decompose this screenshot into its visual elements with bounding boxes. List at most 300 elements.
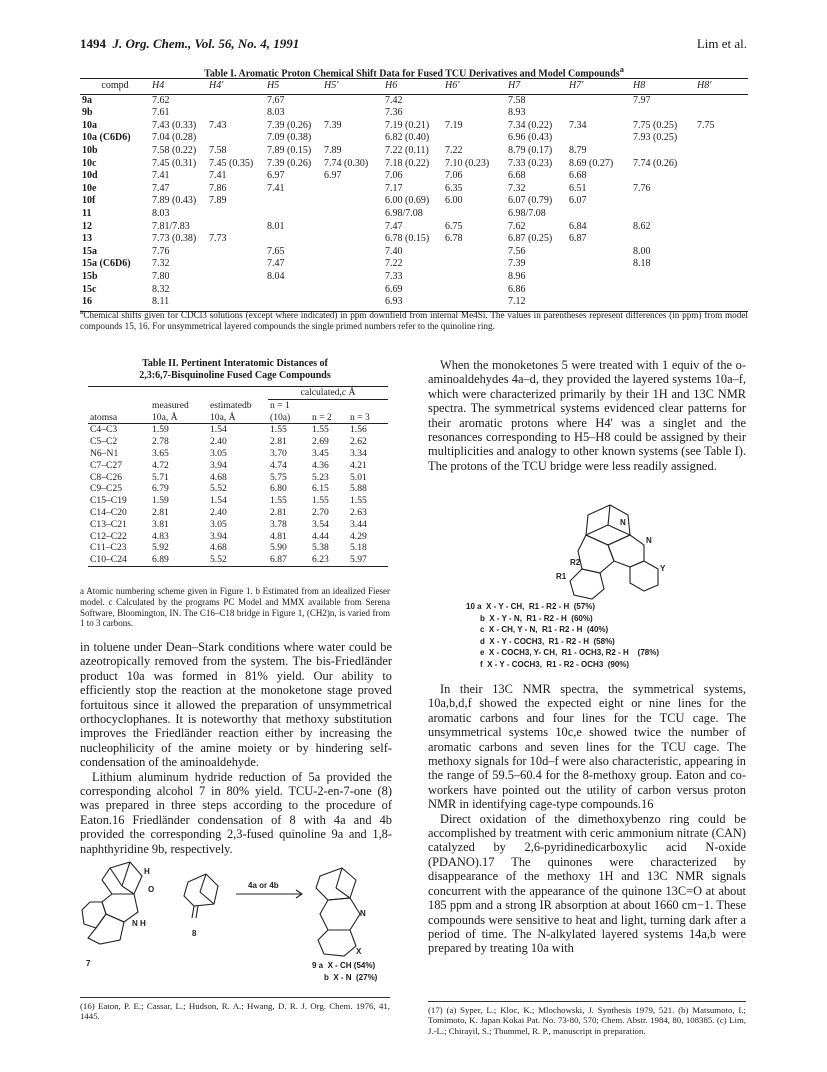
table2-cell: 2.40 bbox=[210, 506, 227, 518]
table1-cell: 6.75 bbox=[445, 220, 463, 232]
table2-cell: 2.62 bbox=[350, 436, 367, 448]
table2-row bbox=[88, 519, 388, 531]
table2-row bbox=[88, 436, 388, 448]
table2-cell: 2.81 bbox=[152, 506, 169, 518]
table2-cell: 4.44 bbox=[312, 530, 329, 542]
table2-caption: Table II. Pertinent Interatomic Distances of 2,3:6,7-Bisquinoline Fused Cage Compounds bbox=[139, 358, 331, 381]
table1-cell bbox=[322, 271, 383, 284]
table1-cell bbox=[443, 94, 506, 107]
table1-cell bbox=[322, 94, 383, 107]
table1-cell bbox=[265, 233, 322, 246]
compound-10-item: 10 a X - Y - CH, R1 - R2 - H (57%) bbox=[466, 602, 596, 611]
table1-cell bbox=[567, 246, 631, 259]
table1-compound-cell: 11 bbox=[82, 207, 92, 219]
table2-cell: 5.38 bbox=[312, 542, 329, 554]
table1-cell: 6.68 bbox=[508, 170, 526, 182]
table1-cell: 6.00 (0.69) bbox=[385, 195, 430, 207]
table1-cell: 7.76 bbox=[152, 245, 170, 257]
label-8: 8 bbox=[192, 929, 197, 938]
table1-cell bbox=[207, 221, 265, 234]
table1-cell: 6.98/7.08 bbox=[385, 207, 423, 219]
compound-10-list bbox=[466, 601, 659, 671]
paragraph: Lithium aluminum hydride reduction of 5a provided the corresponding alcohol 7 in 80% yield. TCU-2-en-7-one (8) was prepared in three steps according to the procedure of Eaton.16 Friedländer condensation of 8 with 4a and 4b provided the corresponding 2,3-fused quinoline 9a and 1,8-naphthyridine 9b, respectively. bbox=[80, 769, 392, 856]
table2-row bbox=[88, 483, 388, 495]
table1-cell bbox=[322, 107, 383, 120]
compound-9b-label: b X - N (27%) bbox=[324, 973, 378, 982]
table1-cell: 7.75 bbox=[697, 119, 715, 131]
table2-cell: 1.55 bbox=[270, 495, 287, 507]
table1-cell bbox=[567, 258, 631, 271]
table1-cell: 6.84 bbox=[569, 220, 587, 232]
table1-cell bbox=[631, 271, 695, 284]
table2-row bbox=[88, 507, 388, 519]
running-header-authors: Lim et al. bbox=[696, 36, 747, 51]
table2-header-n1: n = 1 (10a) bbox=[268, 399, 310, 424]
table2-cell: 1.55 bbox=[312, 424, 329, 436]
table1-cell: 7.89 bbox=[209, 195, 227, 207]
table1-cell bbox=[443, 107, 506, 120]
table1-compound-cell: 9a bbox=[82, 94, 92, 106]
table2-cell: 6.79 bbox=[152, 483, 169, 495]
table1-cell: 7.40 bbox=[385, 245, 403, 257]
right-column-body-1 bbox=[428, 358, 746, 473]
compound-10-item: b X - Y - N, R1 - R2 - H (60%) bbox=[480, 613, 593, 623]
table1-cell: 7.58 bbox=[209, 144, 227, 156]
table1-cell bbox=[695, 107, 748, 120]
table2-cell: 1.56 bbox=[350, 424, 367, 436]
table2-cell: 4.68 bbox=[210, 471, 227, 483]
table1-cell bbox=[695, 284, 748, 297]
table2-cell: 5.90 bbox=[270, 542, 287, 554]
table1-cell: 7.10 (0.23) bbox=[445, 157, 490, 169]
table2-cell: 5.52 bbox=[208, 554, 268, 566]
table1-compound-cell: 15a bbox=[82, 245, 97, 257]
table1-cell: 6.69 bbox=[385, 283, 403, 295]
table1-cell: 7.62 bbox=[508, 220, 526, 232]
table1-cell: 7.19 (0.21) bbox=[385, 119, 430, 131]
table2-cell: 2.63 bbox=[350, 506, 367, 518]
table1-header-cell: H8 bbox=[631, 79, 695, 95]
right-column-body-2 bbox=[428, 682, 746, 956]
table2-cell: C4–C3 bbox=[90, 424, 118, 436]
table1-row bbox=[80, 120, 748, 133]
table1-cell: 8.11 bbox=[150, 296, 207, 311]
table1-header-cell: H6' bbox=[443, 79, 506, 95]
table2-cell: C9–C25 bbox=[90, 483, 122, 495]
structure-10 bbox=[548, 495, 698, 605]
table2-cell: 3.65 bbox=[152, 447, 169, 459]
table2-cell: C7–C27 bbox=[90, 459, 122, 471]
table1-row bbox=[80, 170, 748, 183]
running-header-left bbox=[80, 36, 299, 52]
table2-header-estimated: estimatedb 10a, Å bbox=[208, 399, 268, 424]
table2-row bbox=[88, 460, 388, 472]
table2-cell: 5.01 bbox=[350, 471, 367, 483]
table1-row bbox=[80, 195, 748, 208]
paragraph: Direct oxidation of the dimethoxybenzo ring could be accomplished by treatment with ceric ammonium nitrate (CAN) catalyzed by 2,6-pyridinedicarboxylic acid N-oxide (PDANO).17 The quinones were characterized by disappearance of the methoxy 1H and 13C NMR signals concurrent with the appearance of the quinone 13C=O at about 185 ppm and a strong IR absorption at about 1660 cm−1. These compounds were sensitive to heat and light, turning dark after a period of time. The N-alkylated layered systems 14a,b were prepared by treating 10a with bbox=[428, 811, 746, 956]
table1-cell: 7.73 bbox=[209, 233, 227, 245]
table1-cell bbox=[631, 208, 695, 221]
compound-10-item: f X - Y - COCH3, R1 - R2 - OCH3 (90%) bbox=[480, 659, 630, 669]
table1-cell bbox=[207, 132, 265, 145]
table1-compound-cell: 15c bbox=[82, 283, 97, 295]
table1-row bbox=[80, 132, 748, 145]
table2-cell: N6–N1 bbox=[90, 447, 119, 459]
table1-cell: 6.35 bbox=[445, 182, 463, 194]
table1-compound-cell: 10a bbox=[82, 119, 97, 131]
table1-header-row bbox=[80, 79, 748, 95]
table2-cell: 5.88 bbox=[350, 483, 367, 495]
table1-cell bbox=[695, 233, 748, 246]
table2-cell: 1.59 bbox=[152, 495, 169, 507]
table1-compound-cell: 10c bbox=[82, 157, 97, 169]
table1-compound-cell: 10b bbox=[82, 144, 98, 156]
table1-cell: 6.78 bbox=[445, 233, 463, 245]
table1-cell bbox=[695, 246, 748, 259]
table1-cell: 6.00 bbox=[445, 195, 463, 207]
table1-cell bbox=[695, 158, 748, 171]
table1-cell: 8.18 bbox=[633, 258, 651, 270]
table1-cell: 7.62 bbox=[152, 94, 170, 106]
table1-header-cell: H8' bbox=[695, 79, 748, 95]
table2-cell: 6.87 bbox=[268, 554, 310, 566]
table1-cell bbox=[322, 246, 383, 259]
table1-cell bbox=[207, 208, 265, 221]
table1-header-cell: H4 bbox=[150, 79, 207, 95]
table2-cell: 3.81 bbox=[152, 518, 169, 530]
table1-cell bbox=[567, 132, 631, 145]
table1-cell: 8.04 bbox=[267, 270, 285, 282]
table2-cell: 3.94 bbox=[210, 459, 227, 471]
table1-cell: 7.41 bbox=[209, 170, 227, 182]
table2-cell: 3.05 bbox=[210, 518, 227, 530]
table2-header-n2: n = 2 bbox=[310, 399, 348, 424]
table1-cell: 7.45 (0.31) bbox=[152, 157, 197, 169]
table2-cell: 3.94 bbox=[210, 530, 227, 542]
table1-compound-cell: 10f bbox=[82, 195, 96, 207]
table1-cell bbox=[265, 208, 322, 221]
table1-cell bbox=[443, 246, 506, 259]
table2-cell: 2.69 bbox=[312, 436, 329, 448]
table2-cell: 2.78 bbox=[152, 436, 169, 448]
table1-cell bbox=[322, 195, 383, 208]
table2-cell: C5–C2 bbox=[90, 436, 118, 448]
table2-cell: 6.89 bbox=[150, 554, 208, 566]
table2-header-atoms: atomsa bbox=[88, 399, 150, 424]
table2-cell: 4.29 bbox=[350, 530, 367, 542]
table1-cell: 7.75 (0.25) bbox=[633, 119, 678, 131]
table2-row bbox=[88, 472, 388, 484]
table2-cell: 4.72 bbox=[152, 459, 169, 471]
table1-compound-cell: 10d bbox=[82, 170, 98, 182]
table2-cell: 3.54 bbox=[312, 518, 329, 530]
table1-cell: 7.89 (0.15) bbox=[267, 144, 312, 156]
table2-cell: 3.44 bbox=[350, 518, 367, 530]
table1-cell bbox=[207, 271, 265, 284]
table1-cell bbox=[265, 195, 322, 208]
table1-cell: 8.62 bbox=[633, 220, 651, 232]
table1-cell bbox=[443, 208, 506, 221]
table2-row bbox=[88, 448, 388, 460]
table1-cell: 7.41 bbox=[267, 182, 285, 194]
table2-cell: 3.70 bbox=[270, 447, 287, 459]
table1-cell bbox=[631, 284, 695, 297]
table1-row bbox=[80, 183, 748, 196]
table1-cell: 8.96 bbox=[508, 270, 526, 282]
table1-cell bbox=[695, 221, 748, 234]
compound-9a-label: 9 a X - CH (54%) bbox=[312, 961, 376, 970]
table1-cell: 7.58 bbox=[508, 94, 526, 106]
table1-compound-cell: 15a (C6D6) bbox=[82, 258, 131, 270]
table1-cell bbox=[695, 195, 748, 208]
label-n-right: N bbox=[646, 536, 652, 545]
table1-row bbox=[80, 233, 748, 246]
table1-cell: 7.47 bbox=[152, 182, 170, 194]
table1-cell bbox=[567, 107, 631, 120]
table1-cell bbox=[695, 132, 748, 145]
table1-cell bbox=[695, 183, 748, 196]
table1-cell: 7.86 bbox=[209, 182, 227, 194]
table1-compound-cell: 10e bbox=[82, 182, 97, 194]
table1-compound-cell: 15b bbox=[82, 270, 98, 282]
svg-text:H: H bbox=[140, 919, 146, 928]
table1-cell: 7.32 bbox=[152, 258, 170, 270]
table2-cell: 4.74 bbox=[270, 459, 287, 471]
table2-cell: 3.05 bbox=[210, 447, 227, 459]
table1-cell: 8.03 bbox=[267, 107, 285, 119]
table2-cell: 6.23 bbox=[310, 554, 348, 566]
table1-cell bbox=[265, 284, 322, 297]
table1-header-cell: H6 bbox=[383, 79, 443, 95]
table2-cell: 1.59 bbox=[152, 424, 169, 436]
table1-cell bbox=[631, 145, 695, 158]
table1-cell: 7.58 (0.22) bbox=[152, 144, 197, 156]
table1-compound-cell: 12 bbox=[82, 220, 92, 232]
compound-10-item: c X - CH, Y - N, R1 - R2 - H (40%) bbox=[480, 625, 609, 635]
label-7: 7 bbox=[86, 959, 91, 968]
table1-cell: 7.39 bbox=[324, 119, 342, 131]
reference-16: (16) Eaton, P. E.; Cassar, L.; Hudson, R. A.; Hwang, D. R. J. Org. Chem. 1976, 41, 1445. bbox=[80, 1001, 390, 1022]
table1-cell bbox=[695, 258, 748, 271]
table1-cell: 7.17 bbox=[385, 182, 403, 194]
table1-cell: 7.39 (0.26) bbox=[267, 119, 312, 131]
table1-cell: 7.42 bbox=[385, 94, 403, 106]
table1-compound-cell: 9b bbox=[82, 107, 93, 119]
table2-header-measured: measured 10a, Å bbox=[150, 399, 208, 424]
table1-cell: 8.00 bbox=[633, 245, 651, 257]
table2-cell: 1.55 bbox=[350, 495, 367, 507]
table1-cell bbox=[443, 132, 506, 145]
paragraph: In their 13C NMR spectra, the symmetrical systems, 10a,b,d,f showed the expected eight or nine lines for the aromatic carbons and four lines for the TCU cage. The unsymmetrical systems 10c,e showed twice the number of aromatic carbons and seven lines for the TCU cage. The methoxy signals for 10d–f were also characteristic, appearing in the range of 59.5–60.4 for the 8-methoxy group. Eaton and co-workers have pointed out the utility of carbon versus proton NMR in identifying cage-type compounds.16 bbox=[428, 682, 746, 812]
table1-cell: 7.56 bbox=[508, 245, 526, 257]
table2-cell: C12–C22 bbox=[90, 530, 127, 542]
paragraph: When the monoketones 5 were treated with 1 equiv of the o-aminoaldehydes 4a–d, they provided the layered systems 10a–f, which were characterized primarily by their 1H and 13C NMR spectra. The symmetrical systems evidenced clear patterns for their aromatic protons where H4' was a singlet and the resonances corresponding to H5–H8 could be assigned by their multiplicities and analogy to other known systems (see Table I). The protons of the TCU bridge were less readily assigned. bbox=[428, 358, 746, 473]
table1-cell bbox=[443, 284, 506, 297]
table1-cell: 7.73 (0.38) bbox=[152, 233, 197, 245]
table1-cell: 6.68 bbox=[569, 170, 587, 182]
table2-cell: 4.83 bbox=[152, 530, 169, 542]
table2-cell: 2.81 bbox=[270, 436, 287, 448]
table1-cell: 7.39 (0.26) bbox=[267, 157, 312, 169]
table1-cell bbox=[695, 208, 748, 221]
table2-cell: C14–C20 bbox=[90, 506, 127, 518]
table1-row bbox=[80, 284, 748, 297]
table1-cell bbox=[207, 258, 265, 271]
table1-row bbox=[80, 246, 748, 259]
compound-10-item: d X - Y - COCH3, R1 - R2 - H (58%) bbox=[480, 636, 615, 646]
table1-cell bbox=[567, 208, 631, 221]
table2-cell: 4.68 bbox=[210, 542, 227, 554]
table2-cell: 2.40 bbox=[210, 436, 227, 448]
table1-cell: 7.33 bbox=[385, 270, 403, 282]
table1-cell: 7.76 bbox=[633, 182, 651, 194]
table1-cell bbox=[443, 271, 506, 284]
table2-cell: 5.97 bbox=[348, 554, 388, 566]
table2-cell: 1.55 bbox=[270, 424, 287, 436]
svg-text:H: H bbox=[144, 867, 150, 876]
table2-row bbox=[88, 495, 388, 507]
table1-row bbox=[80, 145, 748, 158]
table1-cell: 6.96 (0.43) bbox=[508, 132, 553, 144]
table1-header-cell: H7 bbox=[506, 79, 567, 95]
reaction-reagent: 4a or 4b bbox=[248, 881, 279, 890]
table1-header-cell: H5' bbox=[322, 79, 383, 95]
table1-cell: 7.34 (0.22) bbox=[508, 119, 553, 131]
table1-footnote: $^a$Chemical shifts given for CDCl3 solutions (except where indicated) in ppm downfield from internal Me4Si. The values in parentheses represent differences (in ppm) from model compounds 15, 16. For unsymmetrical layered compounds the single primed numbers refer to the quinoline ring. bbox=[80, 307, 748, 332]
table2-cell: C13–C21 bbox=[90, 518, 127, 530]
table1-cell bbox=[631, 170, 695, 183]
table1-cell: 7.22 bbox=[385, 258, 403, 270]
table1-cell bbox=[322, 233, 383, 246]
table1 bbox=[80, 78, 748, 312]
journal-citation: J. Org. Chem., Vol. 56, No. 4, 1991 bbox=[112, 36, 300, 51]
compound-10-item: e X - COCH3, Y- CH, R1 - OCH3, R2 - H (78%) bbox=[480, 648, 659, 658]
table1-cell: 7.41 bbox=[152, 170, 170, 182]
table1-cell bbox=[631, 195, 695, 208]
table1-header-cell: H7' bbox=[567, 79, 631, 95]
table1-cell: 7.43 bbox=[209, 119, 227, 131]
paragraph: in toluene under Dean–Stark conditions where water could be azeotropically removed from the system. The bis-Friedländer product 10a was formed in 81% yield. Our ability to efficiently stop the reaction at the monoketone stage proved fortuitous since it allowed the preparation of unsymmetrical orthocyclophanes. It is noteworthy that methoxy substitution improves the Friedländer reaction either by increasing the nucleophilicity of the amine moiety or by hindering self-condensation of the aminoaldehyde. bbox=[80, 640, 392, 770]
page-number: 1494 bbox=[80, 36, 106, 51]
reference-17: (17) (a) Syper, L.; Kloc, K.; Mlochowski, J. Synthesis 1979, 521. (b) Matsumoto, I.; Tomimoto, K. Japan Kokai Pat. No. 73-80, 570; Chem. Abstr. 1984, 80, 108385. (c) Lim, J.-L.; Chirayil, S.; Thummel, R. P., manuscript in preparation. bbox=[428, 1005, 746, 1036]
table1-caption: Table I. Aromatic Proton Chemical Shift Data for Fused TCU Derivatives and Model Compounds$^a$ bbox=[204, 65, 624, 80]
table1-cell bbox=[567, 284, 631, 297]
reaction-scheme-structures bbox=[80, 858, 400, 968]
table1-cell bbox=[443, 258, 506, 271]
table2-cell: 2.70 bbox=[312, 506, 329, 518]
table1-cell bbox=[207, 246, 265, 259]
table1-cell: 7.93 (0.25) bbox=[633, 132, 678, 144]
table1-cell: 8.01 bbox=[267, 220, 285, 232]
left-column-body bbox=[80, 640, 392, 856]
table1-cell: 7.09 (0.38) bbox=[267, 132, 312, 144]
table1-cell: 7.22 bbox=[445, 144, 463, 156]
table2-cell: 5.71 bbox=[152, 471, 169, 483]
table1-cell bbox=[695, 271, 748, 284]
table1-cell: 6.51 bbox=[569, 182, 587, 194]
table2-cell: 4.81 bbox=[270, 530, 287, 542]
label-r2: R2 bbox=[570, 558, 581, 567]
table1-cell: 7.80 bbox=[152, 270, 170, 282]
table1-cell bbox=[631, 233, 695, 246]
table1-cell bbox=[207, 94, 265, 107]
svg-text:O: O bbox=[148, 885, 155, 894]
table1-cell: 7.74 (0.30) bbox=[324, 157, 369, 169]
table1-cell: 6.07 (0.79) bbox=[508, 195, 553, 207]
table1-header-cell: H4' bbox=[207, 79, 265, 95]
table1-cell: 6.97 bbox=[267, 170, 285, 182]
table1-cell: 7.32 bbox=[508, 182, 526, 194]
table1-cell: 7.04 (0.28) bbox=[152, 132, 197, 144]
table2-cell: 5.52 bbox=[210, 483, 227, 495]
table1-cell: 8.79 (0.17) bbox=[508, 144, 553, 156]
table2-row bbox=[88, 542, 388, 554]
table1-cell: 7.81/7.83 bbox=[152, 220, 190, 232]
table1-cell bbox=[695, 145, 748, 158]
table1-cell: 7.18 (0.22) bbox=[385, 157, 430, 169]
table2-cell: 1.54 bbox=[210, 495, 227, 507]
table1-cell: 7.97 bbox=[633, 94, 651, 106]
table1-row bbox=[80, 221, 748, 234]
table2-cell: 6.80 bbox=[270, 483, 287, 495]
table1-cell: 6.86 bbox=[508, 283, 526, 295]
table1-cell bbox=[695, 94, 748, 107]
table2-cell: 5.92 bbox=[152, 542, 169, 554]
table1-row bbox=[80, 107, 748, 120]
table2-cell: 1.55 bbox=[312, 495, 329, 507]
table1-row bbox=[80, 94, 748, 107]
table1-cell bbox=[322, 132, 383, 145]
table1-cell bbox=[207, 284, 265, 297]
table1-cell bbox=[322, 284, 383, 297]
table1-row bbox=[80, 271, 748, 284]
table1-cell: 7.43 (0.33) bbox=[152, 119, 197, 131]
table1-cell: 7.89 bbox=[324, 144, 342, 156]
table1-cell: 6.87 bbox=[569, 233, 587, 245]
table2-row bbox=[88, 531, 388, 543]
table1-cell: 7.06 bbox=[385, 170, 403, 182]
table2-cell: 5.75 bbox=[270, 471, 287, 483]
table1-cell: 7.89 (0.43) bbox=[152, 195, 197, 207]
table1-row bbox=[80, 208, 748, 221]
table1-cell bbox=[207, 107, 265, 120]
table1-cell: 7.67 bbox=[267, 94, 285, 106]
table1-cell bbox=[695, 170, 748, 183]
table2-cell: 4.36 bbox=[312, 459, 329, 471]
table2-cell: 5.18 bbox=[350, 542, 367, 554]
table1-header-cell: compd bbox=[80, 79, 150, 95]
label-y: Y bbox=[660, 564, 666, 573]
table1-cell: 6.78 (0.15) bbox=[385, 233, 430, 245]
table2-cell: 5.23 bbox=[312, 471, 329, 483]
table2-header-n3: n = 3 bbox=[348, 399, 388, 424]
table2-cell: 2.81 bbox=[270, 506, 287, 518]
table1-row bbox=[80, 258, 748, 271]
table2 bbox=[88, 386, 388, 567]
footnote-rule bbox=[80, 997, 390, 998]
table1-cell bbox=[322, 208, 383, 221]
table1-cell: 7.06 bbox=[445, 170, 463, 182]
table1-cell: 7.61 bbox=[152, 107, 170, 119]
label-n-upper: N bbox=[620, 518, 626, 527]
table2-cell: 4.21 bbox=[350, 459, 367, 471]
label-r1: R1 bbox=[556, 572, 567, 581]
table1-cell: 6.93 bbox=[383, 296, 443, 311]
table2-cell: 3.78 bbox=[270, 518, 287, 530]
table2-cell: C8–C26 bbox=[90, 471, 122, 483]
table1-cell: 7.36 bbox=[385, 107, 403, 119]
table1-cell bbox=[322, 183, 383, 196]
